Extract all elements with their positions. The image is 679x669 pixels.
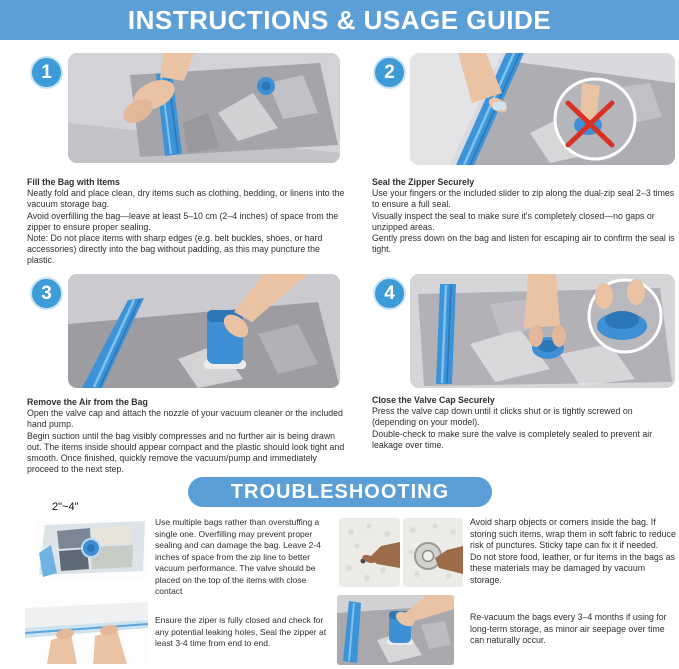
step-2-number: 2	[384, 61, 395, 83]
valve-icon	[82, 539, 100, 557]
page-title: INSTRUCTIONS & USAGE GUIDE	[127, 4, 552, 35]
step-4-title: Close the Valve Cap Securely	[372, 395, 495, 405]
size-gap-label: 2"~4"	[52, 501, 79, 513]
step-3-badge	[30, 277, 63, 310]
tb-left-paragraph-1	[155, 517, 335, 598]
step-paragraph: Neatly fold and place clean, dry items such as clothing, bedding, or linens into the vacuum storage bag.	[27, 188, 345, 210]
step-paragraph: Gently press down on the bag and listen for escaping air to confirm the seal is tight.	[372, 233, 675, 255]
valve-icon	[257, 77, 275, 95]
step-4-number: 4	[384, 282, 395, 304]
header-banner	[0, 0, 679, 40]
tb-right-paragraphs-1	[470, 517, 678, 586]
step-2-title: Seal the Zipper Securely	[372, 177, 475, 187]
tb-photo-tape	[403, 518, 463, 587]
step-paragraph: Double-check to make sure the valve is completely sealed to prevent air leakage over time.	[372, 428, 653, 450]
finger	[627, 279, 645, 305]
step-1-text	[27, 177, 347, 267]
tb-photo-seal-zipper	[25, 598, 148, 664]
tb-photo-revacuum	[337, 595, 454, 665]
tb-left-paragraph-2	[155, 615, 335, 650]
step-4-badge	[373, 277, 406, 310]
troubleshooting-title: TROUBLESHOOTING	[230, 480, 450, 503]
magnified-inset	[589, 279, 661, 352]
tb-paragraph: Avoid sharp objects or corners inside the bag. If storing such items, wrap them in soft fabric to reduce risk of punctures. Sticky tape can fix it if needed.	[470, 517, 676, 550]
step-3-number: 3	[41, 282, 52, 304]
step-2-text	[372, 177, 675, 255]
tb-paragraph: Use multiple bags rather than overstuffing a single one. Overfilling may prevent proper sealing and can damage the bag. Leave 2-4 inches of space from the zip line to better vacuum performance. The valve should be placed on the top of the items with close contact	[155, 517, 321, 596]
step-paragraph: Note: Do not place items with sharp edges (e.g. belt buckles, shoes, or hard accessories) directly into the bag without padding, as this may puncture the plastic.	[27, 233, 323, 266]
step-3-photo	[68, 274, 340, 388]
zipper-slider	[493, 102, 506, 110]
step-paragraph: Press the valve cap down until it clicks shut or is tightly screwed on (depending on your model).	[372, 406, 633, 428]
tb-paragraph: Ensure the ziper is fully closed and check for any potential leaking holes, Seal the zipper at least 3-4 time from end to end.	[155, 615, 327, 648]
step-4-photo	[410, 274, 675, 388]
tb-paragraph: Do not store food, leather, or fur items in the bags as these materials may be damaged by vacuum storage.	[470, 551, 675, 585]
step-paragraph: Avoid overfilling the bag—leave at least 5–10 cm (2–4 inches) of space from the zipper to ensure proper sealing.	[27, 210, 339, 232]
tb-right-paragraph-2	[470, 612, 678, 647]
step-paragraph: Open the valve cap and attach the nozzle of your vacuum cleaner or the included hand pump.	[27, 408, 343, 430]
step-paragraph: Use your fingers or the included slider to zip along the dual-zip seal 2–3 times to ensure a full seal.	[372, 188, 675, 210]
step-3-text	[27, 397, 349, 475]
finger	[595, 283, 613, 309]
step-1-badge	[30, 56, 63, 89]
step-paragraph: Begin suction until the bag visibly compresses and no further air is being drawn out. The items inside should appear compact and the plastic should look tight and smooth. Once finished, quickly remove the vacuum/pump and immediately proceed to the next step.	[27, 430, 345, 475]
step-1-number: 1	[41, 61, 52, 83]
step-2-photo	[410, 53, 675, 165]
step-paragraph: Visually inspect the seal to make sure it's completely closed—no gaps or unzipped areas.	[372, 210, 655, 232]
step-1-photo	[68, 53, 340, 163]
step-2-badge	[373, 56, 406, 89]
step-1-title: Fill the Bag with Items	[27, 177, 120, 187]
step-3-title: Remove the Air from the Bag	[27, 397, 148, 407]
step-4-text	[372, 395, 675, 451]
magnified-inset	[555, 79, 635, 159]
tape-roll-icon	[415, 543, 441, 569]
tb-paragraph: Re-vacuum the bags every 3–4 months if using for long-term storage, as minor air seepage over time can naturally occur.	[470, 612, 667, 645]
troubleshooting-banner	[188, 477, 492, 507]
tb-photo-bag-gap	[35, 519, 148, 579]
tb-photo-puncture	[339, 518, 400, 587]
